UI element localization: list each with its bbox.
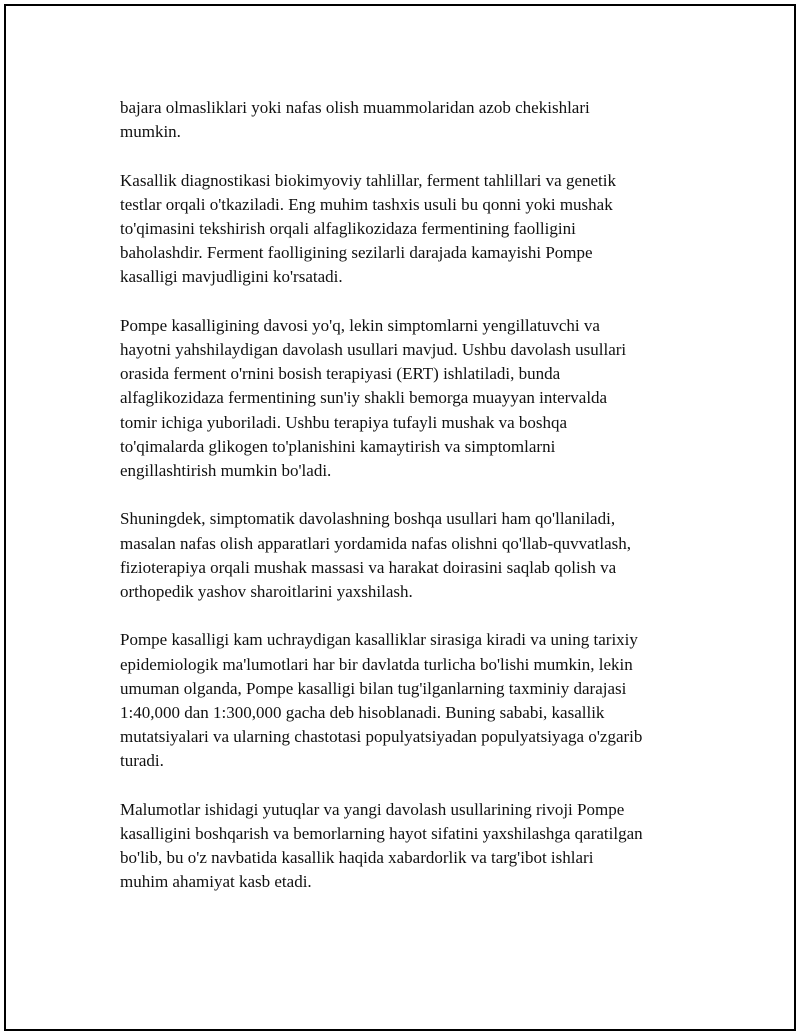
paragraph-2: Kasallik diagnostikasi biokimyoviy tahlillar, ferment tahlillari va genetik testlar orqali o'tkaziladi. Eng muhim tashxis usuli bu qonni yoki mushak to'qimasini tekshirish orqali alfaglikozidaza fermentining faolligini baholashdir. Ferment faolligining sezilarli darajada kamayishi Pompe kasalligi mavjudligini ko'rsatadi. xyxy=(120,170,616,287)
document-body xyxy=(120,96,700,919)
paragraph-6: Malumotlar ishidagi yutuqlar va yangi davolash usullarining rivoji Pompe kasalligini boshqarish va bemorlarning hayot sifatini yaxshilashga qaratilgan bo'lib, bu o'z navbatida kasallik haqida xabardorlik va targ'ibot ishlari muhim ahamiyat kasb etadi. xyxy=(120,799,643,892)
document-page xyxy=(4,4,796,1031)
paragraph-3: Pompe kasalligining davosi yo'q, lekin simptomlarni yengillatuvchi va hayotni yahshilaydigan davolash usullari mavjud. Ushbu davolash usullari orasida ferment o'rnini bosish terapiyasi (ERT) ishlatiladi, bunda alfaglikozidaza fermentining sun'iy shakli bemorga muayyan intervalda tomir ichiga yuboriladi. Ushbu terapiya tufayli mushak va boshqa to'qimalarda glikogen to'planishini kamaytirish va simptomlarni engillashtirish mumkin bo'ladi. xyxy=(120,315,627,481)
paragraph-4: Shuningdek, simptomatik davolashning boshqa usullari ham qo'llaniladi, masalan nafas olish apparatlari yordamida nafas olishni qo'llab-quvvatlash, fizioterapiya orqali mushak massasi va harakat doirasini saqlab qolish va orthopedik yashov sharoitlarini yaxshilash. xyxy=(120,509,632,602)
paragraph-1: bajara olmasliklari yoki nafas olish muammolaridan azob chekishlari mumkin. xyxy=(120,98,590,142)
paragraph-5: Pompe kasalligi kam uchraydigan kasalliklar sirasiga kiradi va uning tarixiy epidemiologik ma'lumotlari har bir davlatda turlicha bo'lishi mumkin, lekin umuman olganda, Pompe kasalligi bilan tug'ilganlarning taxminiy darajasi 1:40,000 dan 1:300,000 gacha deb hisoblanadi. Buning sababi, kasallik mutatsiyalari va ularning chastotasi populyatsiyadan populyatsiyaga o'zgarib turadi. xyxy=(120,630,643,771)
